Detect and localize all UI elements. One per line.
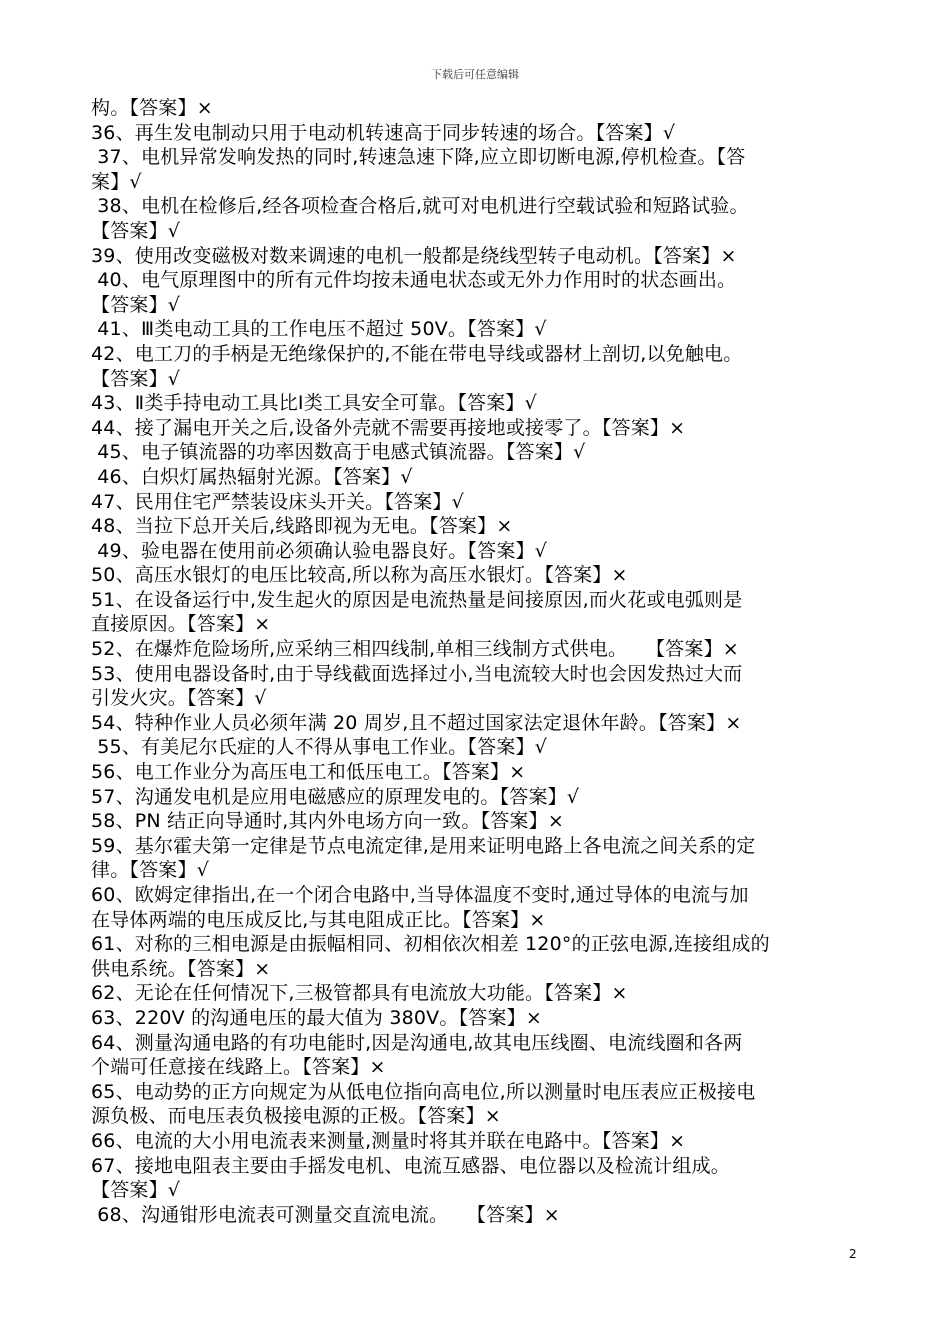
text-line: 52、在爆炸危险场所,应采纳三相四线制,单相三线制方式供电。 【答案】× (91, 638, 739, 661)
text-line: 49、验电器在使用前必须确认验电器良好。【答案】√ (91, 539, 548, 562)
text-line: 65、电动势的正方向规定为从低电位指向高电位,所以测量时电压表应正极接电 (91, 1080, 756, 1103)
text-line: 42、电工刀的手柄是无绝缘保护的,不能在带电导线或器材上剖切,以免触电。 (91, 342, 743, 365)
text-line: 律。【答案】√ (91, 859, 210, 882)
text-line: 68、沟通钳形电流表可测量交直流电流。 【答案】× (91, 1203, 560, 1226)
text-line: 47、民用住宅严禁装设床头开关。【答案】√ (91, 490, 464, 513)
text-line: 43、Ⅱ类手持电动工具比Ⅰ类工具安全可靠。【答案】√ (91, 392, 537, 415)
text-line: 63、220V 的沟通电压的最大值为 380V。【答案】× (91, 1006, 543, 1029)
text-line: 39、使用改变磁极对数来调速的电机一般都是绕线型转子电动机。【答案】× (91, 244, 737, 267)
text-line: 67、接地电阻表主要由手摇发电机、电流互感器、电位器以及检流计组成。 (91, 1154, 730, 1177)
text-line: 54、特种作业人员必须年满 20 周岁,且不超过国家法定退休年龄。【答案】× (91, 711, 742, 734)
document-body (91, 96, 865, 1227)
text-line: 45、电子镇流器的功率因数高于电感式镇流器。【答案】√ (91, 441, 586, 464)
text-line: 57、沟通发电机是应用电磁感应的原理发电的。【答案】√ (91, 785, 580, 808)
text-line: 36、再生发电制动只用于电动机转速高于同步转速的场合。【答案】√ (91, 121, 676, 144)
text-line: 构。【答案】× (91, 97, 213, 119)
text-line: 55、有美尼尔氏症的人不得从事电工作业。【答案】√ (91, 736, 548, 759)
text-line: 在导体两端的电压成反比,与其电阻成正比。【答案】× (91, 908, 546, 931)
text-line: 46、白炽灯属热辐射光源。【答案】√ (91, 465, 413, 488)
text-line: 引发火灾。【答案】√ (91, 687, 267, 710)
text-line: 58、PN 结正向导通时,其内外电场方向一致。【答案】× (91, 810, 564, 833)
text-line: 【答案】√ (91, 293, 181, 316)
text-line: 64、测量沟通电路的有功电能时,因是沟通电,故其电压线圈、电流线圈和各两 (91, 1031, 743, 1054)
text-line: 个端可任意接在线路上。【答案】× (91, 1056, 386, 1079)
text-line: 37、电机异常发响发热的同时,转速急速下降,应立即切断电源,停机检查。【答 (91, 146, 746, 169)
text-line: 50、高压水银灯的电压比较高,所以称为高压水银灯。【答案】× (91, 564, 628, 587)
text-line: 【答案】√ (91, 367, 181, 390)
text-line: 【答案】√ (91, 1179, 181, 1202)
text-line: 41、Ⅲ类电动工具的工作电压不超过 50V。【答案】√ (91, 318, 547, 341)
text-line: 案】√ (91, 170, 142, 193)
text-line: 48、当拉下总开关后,线路即视为无电。【答案】× (91, 515, 513, 538)
page-header: 下载后可任意编辑 (431, 68, 519, 81)
text-line: 56、电工作业分为高压电工和低压电工。【答案】× (91, 761, 526, 784)
text-line: 源负极、而电压表负极接电源的正极。【答案】× (91, 1105, 501, 1128)
text-line: 62、无论在任何情况下,三极管都具有电流放大功能。【答案】× (91, 982, 628, 1005)
text-line: 53、使用电器设备时,由于导线截面选择过小,当电流较大时也会因发热过大而 (91, 662, 743, 685)
text-line: 40、电气原理图中的所有元件均按未通电状态或无外力作用时的状态画出。 (91, 269, 737, 292)
text-line: 38、电机在检修后,经各项检查合格后,就可对电机进行空载试验和短路试验。 (91, 195, 749, 218)
text-line: 61、对称的三相电源是由振幅相同、初相依次相差 120°的正弦电源,连接组成的 (91, 933, 770, 956)
text-line: 【答案】√ (91, 219, 181, 242)
text-line: 供电系统。【答案】× (91, 957, 271, 980)
text-line: 60、欧姆定律指出,在一个闭合电路中,当导体温度不变时,通过导体的电流与加 (91, 884, 749, 906)
text-line: 直接原因。【答案】× (91, 613, 271, 636)
text-line: 44、接了漏电开关之后,设备外壳就不需要再接地或接零了。【答案】× (91, 416, 686, 439)
page-number: 2 (849, 1247, 857, 1261)
text-line: 51、在设备运行中,发生起火的原因是电流热量是间接原因,而火花或电弧则是 (91, 588, 743, 611)
text-line: 66、电流的大小用电流表来测量,测量时将其并联在电路中。【答案】× (91, 1129, 686, 1152)
text-line: 59、基尔霍夫第一定律是节点电流定律,是用来证明电路上各电流之间关系的定 (91, 834, 756, 857)
